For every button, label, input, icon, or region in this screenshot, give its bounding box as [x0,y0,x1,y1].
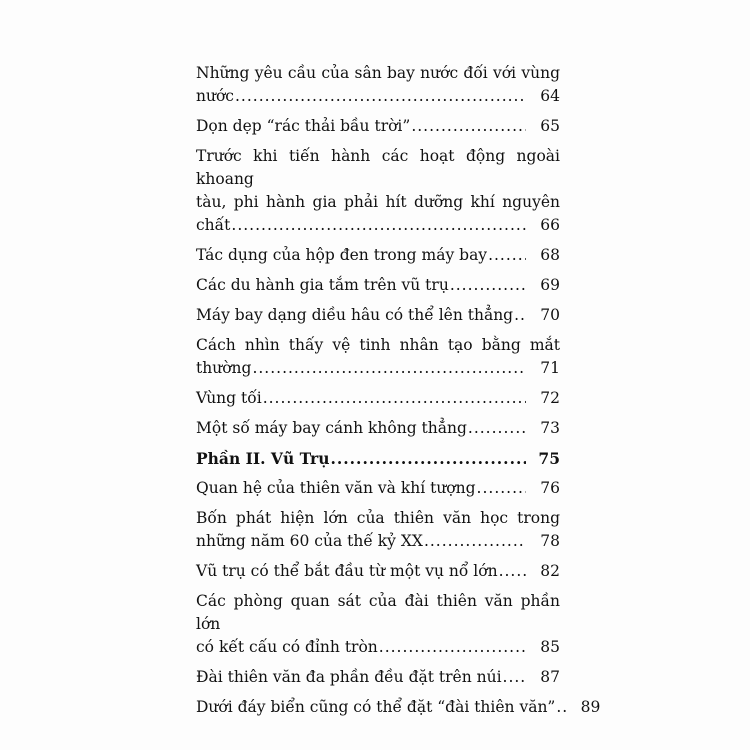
toc-page-number: 70 [540,306,560,324]
toc-page-number: 72 [540,389,560,407]
dot-leader [235,85,526,108]
toc-page-number: 69 [540,276,560,294]
toc-entry-title-line: chất [196,216,231,234]
toc-entry [196,244,560,267]
dot-leader [514,304,526,327]
toc-page-number: 73 [540,419,560,437]
toc-entry [196,507,560,553]
dot-leader [379,636,526,659]
toc-entry-last-line [196,357,560,380]
dot-leader [468,417,526,440]
dot-leader [556,696,566,719]
toc-entry-last-line [196,530,560,553]
toc-entry-title-line: Những yêu cầu của sân bay nước đối với vùng [196,64,560,82]
toc-entry-last-line [196,696,601,719]
toc-entry-title-line: Bốn phát hiện lớn của thiên văn học trong [196,509,560,527]
toc-entry [196,115,560,138]
toc-page-number: 71 [540,359,560,377]
toc-entry [196,590,560,659]
dot-leader [330,447,526,470]
table-of-contents [196,62,601,726]
toc-entry-title-line: tàu, phi hành gia phải hít dưỡng khí nguyên [196,193,560,211]
toc-entry-title-line: Trước khi tiến hành các hoạt động ngoài khoang [196,147,560,188]
toc-entry-title-line: Các phòng quan sát của đài thiên văn phần lớn [196,592,560,633]
dot-leader [503,666,526,689]
toc-entry [196,304,560,327]
toc-page-number: 75 [538,449,560,468]
toc-entry [196,666,560,689]
toc-entry-title-line: Tác dụng của hộp đen trong máy bay [196,246,488,264]
toc-entry [196,62,560,108]
toc-entry-title-line: Vũ trụ có thể bắt đầu từ một vụ nổ lớn [196,562,498,580]
toc-entry-last-line [196,636,560,659]
toc-entry-title-line: Cách nhìn thấy vệ tinh nhân tạo bằng mắt [196,336,560,354]
dot-leader [477,477,526,500]
dot-leader [499,560,526,583]
toc-page-number: 85 [540,638,560,656]
toc-entry-title-line: Phần II. Vũ Trụ [196,449,330,468]
toc-section-heading [196,447,560,470]
toc-page-number: 64 [540,87,560,105]
toc-entry-last-line [196,85,560,108]
toc-entry-title-line: có kết cấu có đỉnh tròn [196,638,378,656]
toc-entry-title-line: Vùng tối [196,389,262,407]
toc-entry-title-line: những năm 60 của thế kỷ XX [196,532,423,550]
toc-entry-title-line: Đài thiên văn đa phần đều đặt trên núi [196,668,502,686]
dot-leader [488,244,526,267]
toc-entry-title-line: Một số máy bay cánh không thẳng [196,419,467,437]
toc-entry-title-line: nước [196,87,234,105]
toc-page-number: 66 [540,216,560,234]
toc-page-number: 76 [540,479,560,497]
toc-entry-last-line [196,244,560,267]
toc-entry-last-line [196,214,560,237]
toc-page-number: 78 [540,532,560,550]
toc-page-number: 68 [540,246,560,264]
toc-entry-title-line: Máy bay dạng diều hâu có thể lên thẳng [196,306,514,324]
dot-leader [231,214,526,237]
toc-entry-title-line: Quan hệ của thiên văn và khí tượng [196,479,476,497]
toc-entry [196,274,560,297]
toc-entry [196,334,560,380]
toc-entry [196,145,560,237]
toc-entry [196,696,601,719]
toc-entry-last-line [196,115,560,138]
toc-page-number: 87 [540,668,560,686]
toc-entry-title-line: Dưới đáy biển cũng có thể đặt “đài thiên văn” [196,698,556,716]
toc-entry [196,387,560,410]
toc-entry-last-line [196,304,560,327]
toc-entry [196,560,560,583]
dot-leader [263,387,526,410]
dot-leader [424,530,526,553]
dot-leader [450,274,526,297]
toc-entry-last-line [196,477,560,500]
toc-entry-last-line [196,417,560,440]
dot-leader [411,115,526,138]
toc-page-number: 65 [540,117,560,135]
toc-entry-title-line: thường [196,359,252,377]
toc-entry-last-line [196,447,560,470]
dot-leader [252,357,526,380]
toc-entry-last-line [196,666,560,689]
toc-entry [196,477,560,500]
toc-page-number: 89 [580,698,601,716]
toc-entry [196,417,560,440]
toc-entry-title-line: Các du hành gia tắm trên vũ trụ [196,276,449,294]
toc-entry-last-line [196,274,560,297]
toc-entry-title-line: Dọn dẹp “rác thải bầu trời” [196,117,411,135]
toc-page-number: 82 [540,562,560,580]
toc-entry-last-line [196,387,560,410]
toc-entry-last-line [196,560,560,583]
